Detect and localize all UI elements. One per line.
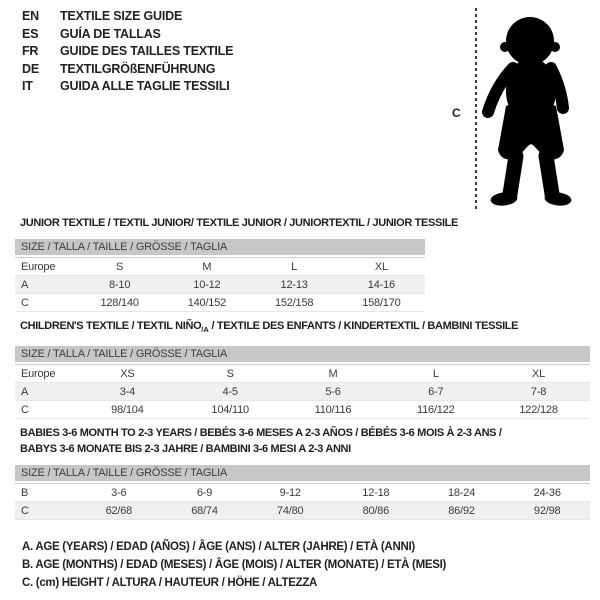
row-label: A xyxy=(21,278,29,291)
table-cell: XL xyxy=(532,367,546,380)
table-body xyxy=(15,257,425,312)
table-cell: 24-36 xyxy=(533,486,561,499)
table-cell: 110/116 xyxy=(314,403,352,416)
row-label: C xyxy=(21,296,29,309)
table-cell: 128/140 xyxy=(100,296,139,309)
height-measure-label: C xyxy=(452,106,461,120)
table-row-height xyxy=(15,401,590,419)
table-cell: 74/80 xyxy=(276,504,304,517)
language-code: IT xyxy=(22,79,33,93)
table-cell: 140/152 xyxy=(187,296,227,309)
table-cell: 158/170 xyxy=(362,296,401,309)
table-cell: 68/74 xyxy=(191,504,218,517)
row-label: C xyxy=(21,504,29,517)
table-cell: 8-10 xyxy=(109,278,131,291)
table-cell: M xyxy=(202,260,212,273)
language-code: EN xyxy=(22,9,39,23)
table-cell: 86/92 xyxy=(448,504,475,517)
table-cell: 62/68 xyxy=(105,504,133,517)
table-row-height xyxy=(15,502,590,520)
title-text: CHILDREN'S TEXTILE / TEXTIL NIÑO xyxy=(20,320,202,332)
table-cell: 18-24 xyxy=(447,486,476,499)
table-cell: 4-5 xyxy=(222,385,238,398)
language-row-fr xyxy=(22,43,233,61)
children-section-title xyxy=(20,318,586,338)
row-label: Europe xyxy=(21,367,56,380)
table-cell: 7-8 xyxy=(530,385,547,398)
table-cell: S xyxy=(116,260,124,273)
table-cell: 92/98 xyxy=(533,504,561,517)
table-cell: 80/86 xyxy=(362,504,390,517)
table-cell: 5-6 xyxy=(325,385,341,398)
junior-size-table xyxy=(15,239,425,312)
size-header-bar: SIZE / TALLA / TAILLE / GRÖSSE / TAGLIA xyxy=(15,465,590,481)
language-title-list xyxy=(22,8,233,96)
row-label: Europe xyxy=(21,260,56,273)
table-cell: XL xyxy=(374,260,388,273)
table-body xyxy=(15,364,590,419)
table-row-height xyxy=(15,294,425,312)
table-cell: L xyxy=(291,260,298,273)
table-cell: 12-13 xyxy=(280,278,308,291)
table-cell: 3-6 xyxy=(111,486,127,499)
babies-title-line2: BABYS 3-6 MONATE BIS 2-3 JAHRE / BAMBINI 3-6 MESI A 2-3 ANNI xyxy=(20,443,351,455)
babies-size-table xyxy=(15,465,590,520)
babies-title-line1: BABIES 3-6 MONTH TO 2-3 YEARS / BEBÉS 3-6 MESES A 2-3 AÑOS / BÉBÉS 3-6 MOIS À 2-3 ANS / xyxy=(20,427,502,439)
language-row-en xyxy=(22,8,233,26)
table-cell: 10-12 xyxy=(193,278,221,291)
language-row-es xyxy=(22,26,233,44)
table-row-europe xyxy=(15,365,590,383)
row-label: C xyxy=(21,403,29,416)
height-measure-dotted-line xyxy=(475,8,477,209)
language-code: ES xyxy=(22,26,39,41)
table-cell: M xyxy=(328,367,338,380)
toddler-silhouette-icon xyxy=(482,6,582,208)
size-header-bar: SIZE / TALLA / TAILLE / GRÖSSE / TAGLIA xyxy=(15,239,425,255)
table-cell: 122/128 xyxy=(519,403,558,416)
babies-section-title xyxy=(20,425,586,457)
junior-section-title: JUNIOR TEXTILE / TEXTIL JUNIOR/ TEXTILE JUNIOR / JUNIORTEXTIL / JUNIOR TESSILE xyxy=(20,217,459,229)
table-cell: 98/104 xyxy=(111,403,144,416)
footnote-c: C. (cm) HEIGHT / ALTURA / HAUTEUR / HÖHE / ALTEZZA xyxy=(22,577,318,589)
guide-title-de: TEXTILGRÖßENFÜHRUNG xyxy=(60,61,216,76)
table-cell: 14-16 xyxy=(367,278,395,291)
row-label: B xyxy=(21,486,29,499)
table-cell: 116/122 xyxy=(417,403,455,416)
table-cell: XS xyxy=(120,367,135,380)
table-cell: S xyxy=(226,367,234,380)
table-row-age xyxy=(15,383,590,401)
title-text: / TEXTILE DES ENFANTS / KINDERTEXTIL / BAMBINI TESSILE xyxy=(208,320,519,332)
table-row-age-months xyxy=(15,484,590,502)
row-label: A xyxy=(21,385,29,398)
table-cell: 104/110 xyxy=(211,403,249,416)
table-row-europe xyxy=(15,258,425,276)
table-cell: 6-9 xyxy=(196,486,213,499)
footnote-legend xyxy=(22,538,446,592)
language-row-it xyxy=(22,78,233,96)
table-cell: 6-7 xyxy=(428,385,444,398)
table-cell: 9-12 xyxy=(279,486,301,499)
size-header-bar: SIZE / TALLA / TAILLE / GRÖSSE / TAGLIA xyxy=(15,346,590,362)
children-size-table xyxy=(15,346,590,419)
title-subscript: /A xyxy=(201,325,209,335)
table-cell: 3-4 xyxy=(119,385,136,398)
table-cell: L xyxy=(432,367,439,380)
table-cell: 12-18 xyxy=(362,486,390,499)
language-code: FR xyxy=(22,44,39,58)
table-cell: 152/158 xyxy=(274,296,314,309)
language-code: DE xyxy=(22,61,39,76)
footnote-b: B. AGE (MONTHS) / EDAD (MESES) / ÂGE (MOIS) / ALTER (MONATE) / ETÀ (MESI) xyxy=(22,559,447,571)
table-body xyxy=(15,483,590,520)
footnote-a: A. AGE (YEARS) / EDAD (AÑOS) / ÂGE (ANS) / ALTER (JAHRE) / ETÀ (ANNI) xyxy=(22,541,415,553)
language-row-de xyxy=(22,61,233,79)
guide-title-fr: GUIDE DES TAILLES TEXTILE xyxy=(60,44,234,58)
guide-title-es: GUÍA DE TALLAS xyxy=(60,26,161,41)
table-row-age xyxy=(15,276,425,294)
guide-title-en: TEXTILE SIZE GUIDE xyxy=(60,9,183,23)
guide-title-it: GUIDA ALLE TAGLIE TESSILI xyxy=(60,79,230,93)
